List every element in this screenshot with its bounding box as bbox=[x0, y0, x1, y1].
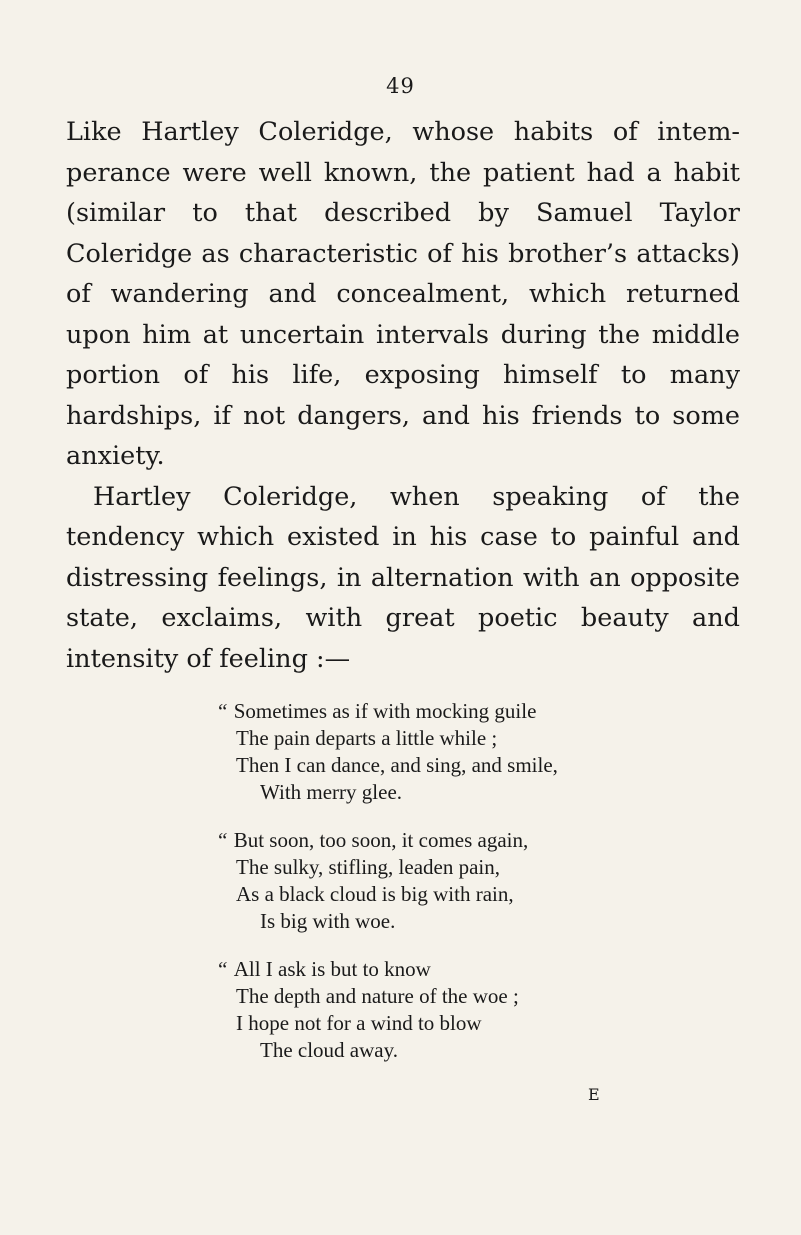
poem-line: Then I can dance, and sing, and smile, bbox=[236, 753, 558, 777]
poem-line: The pain departs a little while ; bbox=[236, 726, 498, 750]
prose-text bbox=[66, 112, 740, 679]
poem-stanza-1 bbox=[216, 698, 716, 806]
poem-line: I hope not for a wind to blow bbox=[236, 1011, 482, 1035]
opening-quote-mark: “ bbox=[216, 828, 228, 852]
poem-stanza-3 bbox=[216, 956, 716, 1064]
poem-line: “ Sometimes as if with mocking guile bbox=[216, 699, 537, 723]
poem-line: “ But soon, too soon, it comes again, bbox=[216, 828, 529, 852]
page-number: 49 bbox=[386, 74, 415, 98]
opening-quote-mark: “ bbox=[216, 957, 228, 981]
poem-line: “ All I ask is but to know bbox=[216, 957, 431, 981]
poem-line: The sulky, stifling, leaden pain, bbox=[236, 855, 500, 879]
poem-line: With merry glee. bbox=[260, 780, 403, 804]
poem-line: As a black cloud is big with rain, bbox=[236, 882, 514, 906]
paragraph-1: Like Hartley Coleridge, whose habits of intem-perance were well known, the patient had a habit (similar to that described by Samuel Taylor Coleridge as characteristic of his brother’s attacks) of wandering and concealment, which returned upon him at uncertain intervals during the middle portion of his life, exposing himself to many hardships, if not dangers, and his friends to some anxiety. bbox=[66, 117, 740, 471]
poem-line: The cloud away. bbox=[260, 1038, 398, 1062]
poem-line: Is big with woe. bbox=[260, 909, 396, 933]
opening-quote-mark: “ bbox=[216, 699, 228, 723]
poem-stanza-2 bbox=[216, 827, 716, 935]
poem-line: The depth and nature of the woe ; bbox=[236, 984, 519, 1008]
signature-mark: E bbox=[588, 1085, 600, 1104]
poem-quotation bbox=[216, 698, 716, 1085]
paragraph-2: Hartley Coleridge, when speaking of the tendency which existed in his case to painful and distressing feelings, in alternation with an opposite state, exclaims, with great poetic beauty and intensity of feeling :— bbox=[66, 481, 740, 674]
